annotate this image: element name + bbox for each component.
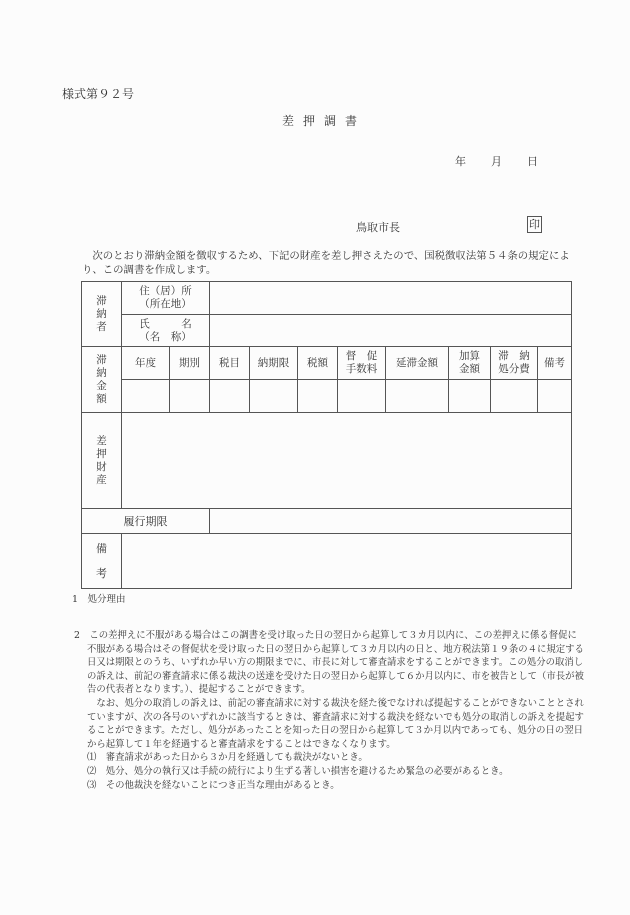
intro-text: 次のとおり滞納金額を徴収するため、下記の財産を差し押さえたので、国税徴収法第５４条の規定により、この調書を作成します。 <box>82 250 570 276</box>
col-tax-amount: 税額 <box>298 347 338 380</box>
amount-header: 滞納金額 <box>82 347 122 413</box>
deadline-label: 履行期限 <box>82 509 210 534</box>
col-disposition-fee: 滞 納 処分費 <box>491 347 538 380</box>
name-label: 氏 名 （名 称） <box>122 315 210 347</box>
cell-period[interactable] <box>170 380 210 413</box>
note-item: ⑵ 処分、処分の執行又は手続の続行により生ずる著しい損害を避けるため緊急の必要があるとき。 <box>87 765 509 777</box>
col-additional: 加算 金額 <box>449 347 491 380</box>
cell-fiscal-year[interactable] <box>122 380 170 413</box>
note-item: ⑶ その他裁決を経ないことにつき正当な理由があるとき。 <box>87 779 340 791</box>
cell-additional[interactable] <box>449 380 491 413</box>
col-remarks: 備考 <box>538 347 572 380</box>
col-due-date: 納期限 <box>250 347 298 380</box>
seal-mark: 印 <box>529 218 540 231</box>
name-field[interactable] <box>210 315 572 347</box>
deadline-field[interactable] <box>210 509 572 534</box>
seized-property-field[interactable] <box>122 413 572 509</box>
issuer: 鳥取市長 <box>356 221 400 234</box>
date-month: 月 <box>491 155 502 168</box>
date-day: 日 <box>527 155 538 168</box>
note-paragraph-2: 2 この差押えに不服がある場合はこの調書を受け取った日の翌日から起算して３カ月以内に、この差押えに係る督促に不服がある場合はその督促状を受け取った日の翌日から起算して３カ月以内の日と、地方税法第１９条の４に規定する日又は期限とのうち、いずれか早い方の期限までに、市長に対して審査請求をすることができます。この処分の取消しの訴えは、前記の審査請求に係る裁決の送達を受けた日の翌日から起算して６か月以内に、市を被告として（市長が被告の代表者となります。）、提起することができます。 <box>74 630 584 696</box>
note-item: ⑴ 審査請求があった日から３か月を経過しても裁決がないとき。 <box>87 752 368 764</box>
cell-due-date[interactable] <box>250 380 298 413</box>
address-label: 住（居）所 （所在地） <box>122 282 210 315</box>
seizure-table <box>81 281 572 589</box>
appeal-notes <box>74 629 586 792</box>
note-paragraph-proviso: なお、処分の取消しの訴えは、前記の審査請求に対する裁決を経た後でなければ提起することができないこととされていますが、次の各号のいずれかに該当するときは、審査請求に対する裁決を経ないでも処分の取消しの訴えを提起することができます。ただし、処分があったことを知った日の翌日から起算して３か月以内であっても、処分の日の翌日から起算して１年を経過すると審査請求をすることはできなくなります。 <box>87 697 584 750</box>
cell-tax-amount[interactable] <box>298 380 338 413</box>
col-demand-fee: 督 促 手数料 <box>338 347 386 380</box>
remarks-header: 備 考 <box>82 534 122 589</box>
cell-disposition-fee[interactable] <box>491 380 538 413</box>
date-line <box>455 153 538 169</box>
col-period: 期別 <box>170 347 210 380</box>
cell-demand-fee[interactable] <box>338 380 386 413</box>
document-title: 差押調書 <box>282 114 367 128</box>
col-fiscal-year: 年度 <box>122 347 170 380</box>
cell-remarks[interactable] <box>538 380 572 413</box>
cell-tax-item[interactable] <box>210 380 250 413</box>
footnote-disposition-reason: 1 処分理由 <box>72 594 126 605</box>
form-number: 様式第９２号 <box>62 87 135 101</box>
remarks-field[interactable] <box>122 534 572 589</box>
col-tax-item: 税目 <box>210 347 250 380</box>
seized-property-header: 差押財産 <box>82 413 122 509</box>
col-late-fee: 延滞金額 <box>386 347 449 380</box>
address-field[interactable] <box>210 282 572 315</box>
delinquent-header: 滞納者 <box>82 282 122 347</box>
cell-late-fee[interactable] <box>386 380 449 413</box>
date-year: 年 <box>455 155 466 168</box>
